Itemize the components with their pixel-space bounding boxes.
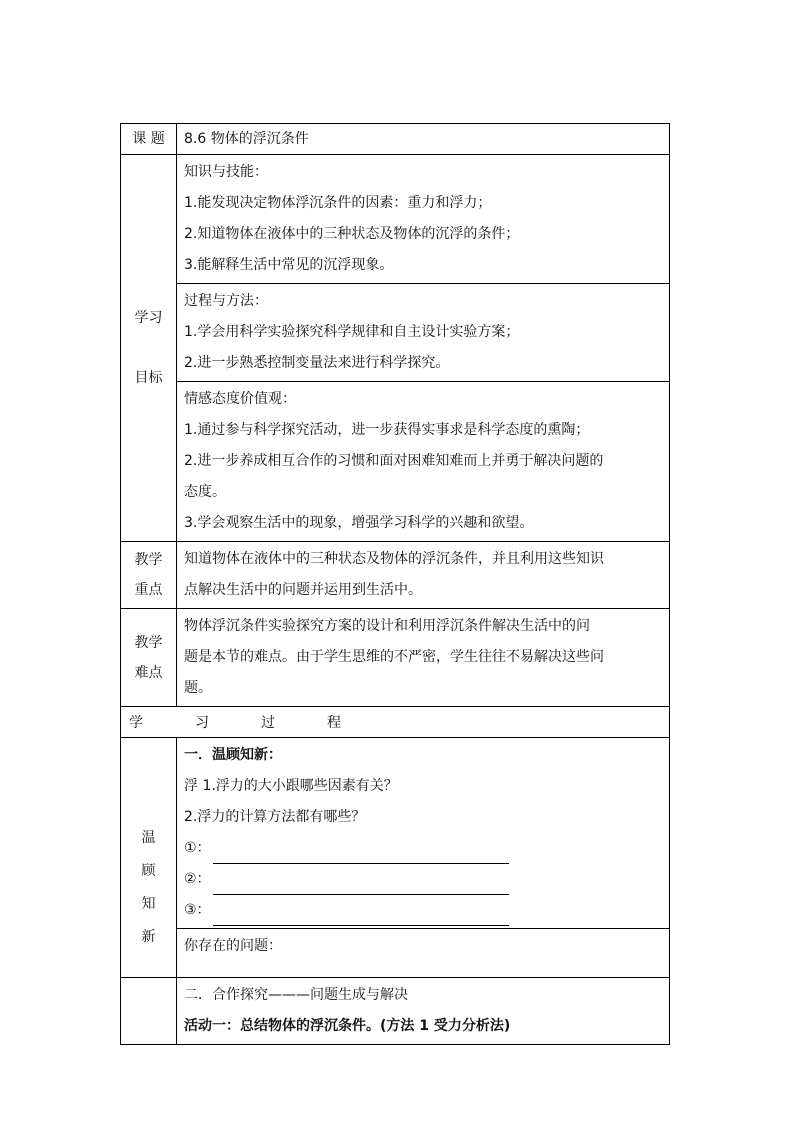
key-points-cell: [177, 542, 670, 609]
knowledge-cell: [177, 155, 670, 284]
review-label-char: 知: [141, 895, 156, 912]
knowledge-item: 3.能解释生活中常见的沉浮现象。: [184, 257, 394, 273]
answer-blank[interactable]: [213, 876, 509, 895]
process-header-char: 过: [261, 715, 275, 731]
objectives-process-row: [121, 284, 670, 382]
answer-marker: ③：: [184, 902, 211, 918]
attitude-item: 1.通过参与科学探究活动，进一步获得实事求是科学态度的熏陶；: [184, 422, 590, 438]
attitude-item: 态度。: [184, 484, 226, 500]
review-cell: [177, 738, 670, 929]
key-points-line: 知道物体在液体中的三种状态及物体的浮沉条件，并且利用这些知识: [184, 551, 604, 567]
attitude-cell: [177, 382, 670, 542]
difficulties-line: 题。: [184, 680, 212, 696]
review-row: [121, 738, 670, 929]
cooperate-label: [121, 978, 177, 1045]
topic-label: 课 题: [121, 124, 177, 155]
attitude-heading: 情感态度价值观：: [184, 391, 296, 407]
knowledge-item: 1.能发现决定物体浮沉条件的因素：重力和浮力；: [184, 195, 492, 211]
review-question: 2.浮力的计算方法都有哪些？: [184, 809, 366, 825]
answer-line: [184, 895, 663, 926]
review-label-char: 温: [141, 829, 156, 846]
difficulties-cell: [177, 609, 670, 707]
review-question: 浮 1.浮力的大小跟哪些因素有关？: [184, 778, 398, 794]
objectives-label: [121, 155, 177, 542]
key-points-label-line2: 重点: [134, 582, 163, 598]
process-header-char: 习: [195, 715, 209, 731]
problems-cell: 你存在的问题：: [177, 929, 670, 978]
topic-row: [121, 124, 670, 155]
answer-blank[interactable]: [213, 845, 509, 864]
process-item: 2.进一步熟悉控制变量法来进行科学探究。: [184, 355, 450, 371]
cooperate-heading: 二．合作探究———问题生成与解决: [184, 987, 408, 1003]
process-cell: [177, 284, 670, 382]
knowledge-item: 2.知道物体在液体中的三种状态及物体的沉浮的条件；: [184, 226, 520, 242]
attitude-item: 2.进一步养成相互合作的习惯和面对困难知难而上并勇于解决问题的: [184, 453, 604, 469]
difficulties-line: 物体浮沉条件实验探究方案的设计和利用浮沉条件解决生活中的问: [184, 618, 590, 634]
answer-marker: ①：: [184, 840, 211, 856]
answer-line: [184, 833, 663, 864]
difficulties-row: [121, 609, 670, 707]
learning-process-row: [121, 707, 670, 738]
objectives-label-line2: 目标: [134, 370, 163, 386]
key-points-label-line1: 教学: [134, 552, 163, 568]
cooperate-activity: 活动一：总结物体的浮沉条件。(方法 1 受力分析法): [184, 1018, 511, 1034]
difficulties-label-line2: 难点: [134, 664, 163, 681]
process-heading: 过程与方法：: [184, 293, 268, 309]
difficulties-label-line1: 教学: [134, 634, 163, 651]
review-label: [121, 738, 177, 978]
key-points-line: 点解决生活中的问题并运用到生活中。: [184, 582, 422, 598]
attitude-item: 3.学会观察生活中的现象，增强学习科学的兴趣和欲望。: [184, 515, 534, 531]
process-item: 1.学会用科学实验探究科学规律和自主设计实验方案；: [184, 324, 520, 340]
process-header-char: 程: [327, 715, 341, 731]
answer-line: [184, 864, 663, 895]
review-label-char: 顾: [141, 862, 156, 879]
cooperate-cell: [177, 978, 670, 1045]
review-heading: 一．温顾知新：: [184, 747, 282, 763]
objectives-attitude-row: [121, 382, 670, 542]
learning-process-header: [121, 707, 670, 738]
review-label-char: 新: [141, 928, 156, 945]
knowledge-heading: 知识与技能：: [184, 164, 268, 180]
key-points-label: [121, 542, 177, 609]
process-header-char: 学: [129, 715, 143, 731]
answer-marker: ②：: [184, 871, 211, 887]
cooperate-row: [121, 978, 670, 1045]
objectives-knowledge-row: [121, 155, 670, 284]
objectives-label-line1: 学习: [134, 310, 163, 326]
difficulties-label: [121, 609, 177, 707]
key-points-row: [121, 542, 670, 609]
lesson-plan-table: [120, 123, 670, 1045]
difficulties-line: 题是本节的难点。由于学生思维的不严密，学生往往不易解决这些问: [184, 649, 604, 665]
answer-blank[interactable]: [213, 907, 509, 926]
topic-value: 8.6 物体的浮沉条件: [177, 124, 670, 155]
problems-row: [121, 929, 670, 978]
